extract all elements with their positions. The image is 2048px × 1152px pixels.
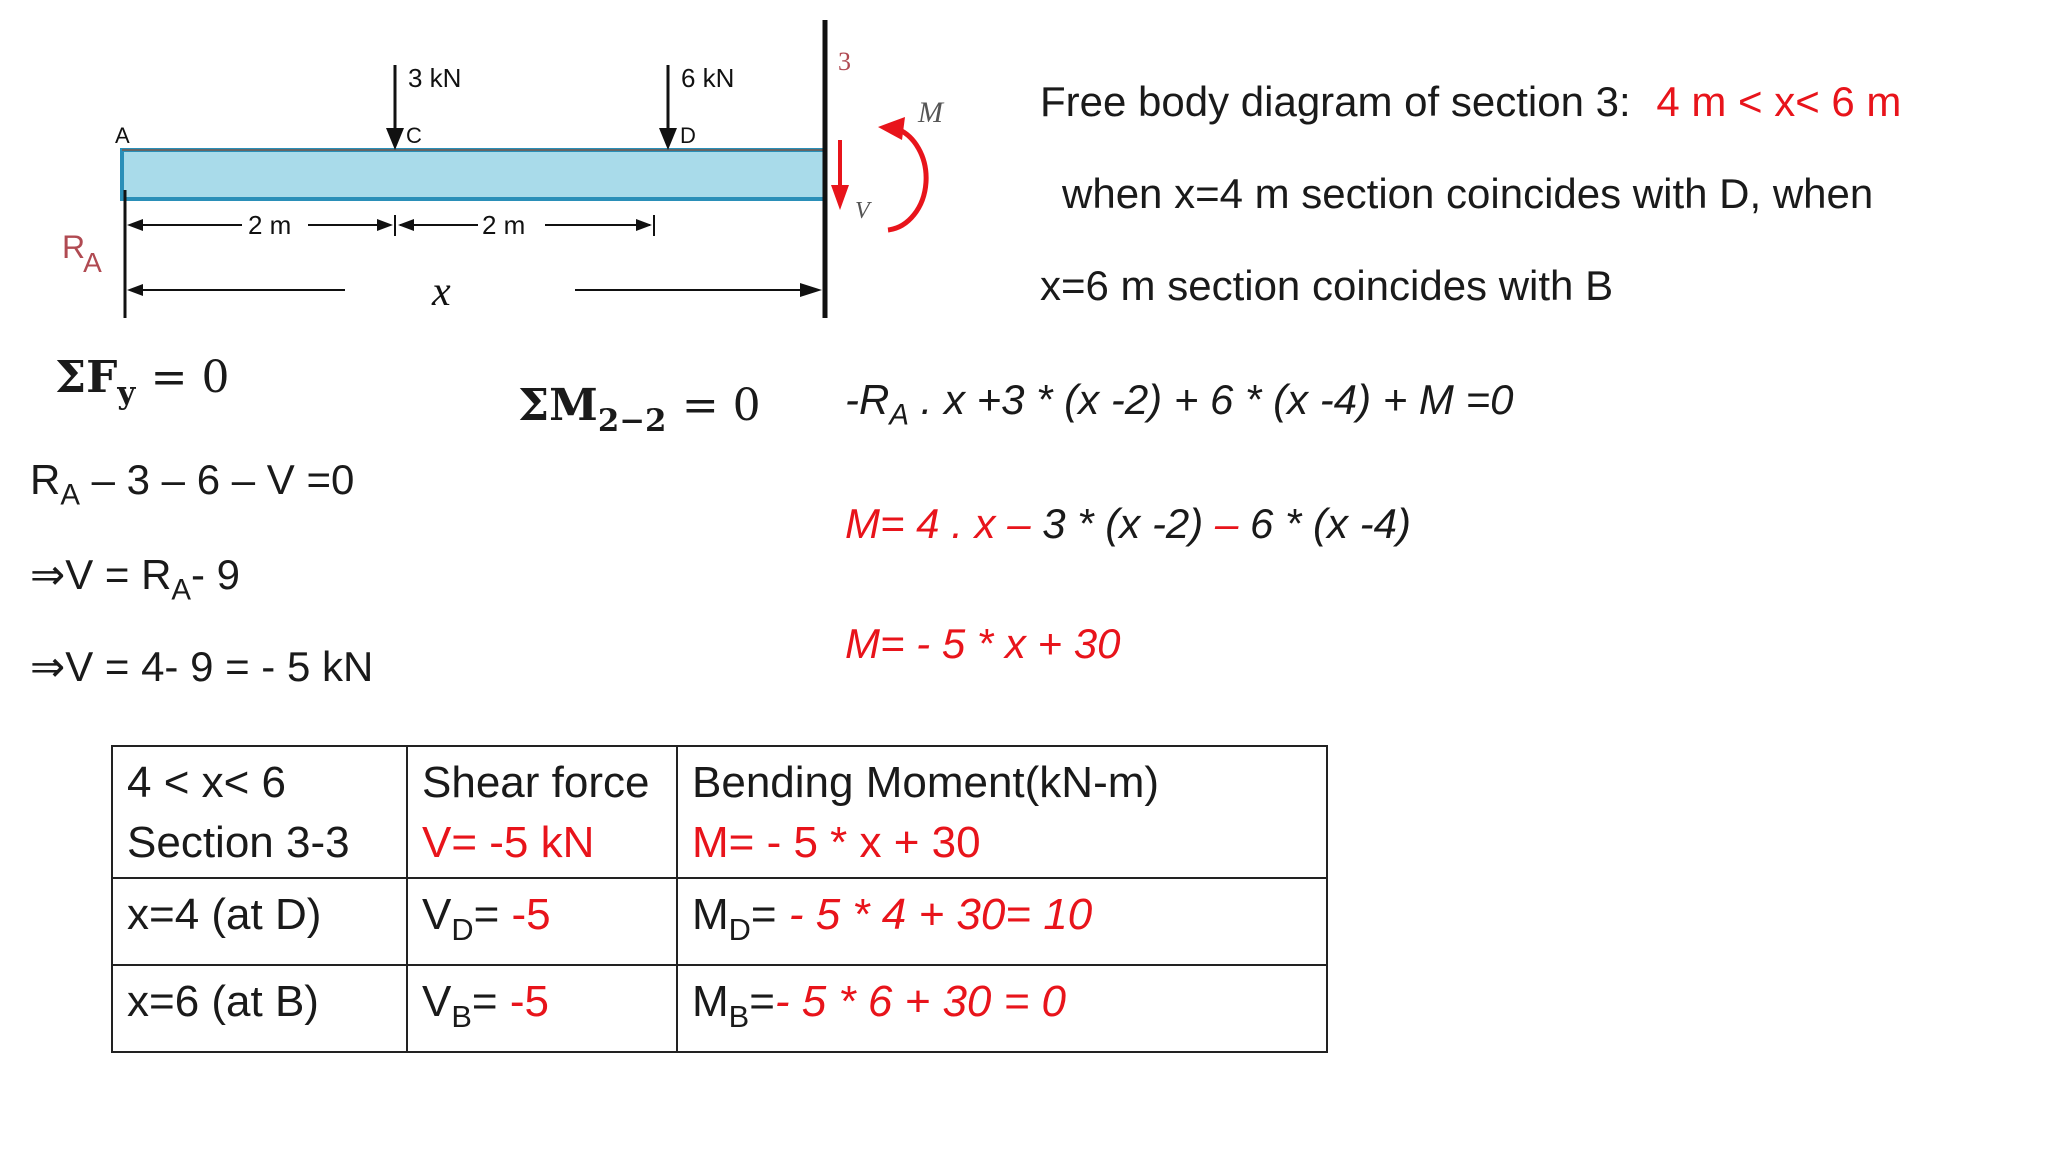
- x-dimension-label: x: [432, 269, 451, 315]
- results-table: [111, 745, 1328, 1053]
- fbd-note-line2: x=6 m section coincides with B: [1040, 262, 1614, 309]
- load-c-label: 3 kN: [408, 63, 462, 93]
- moment-equation-2: M= 4 . x – 3 * (x -2) – 6 * (x -4): [845, 500, 1412, 547]
- moment-value-cell: $M_D= - 5 * 4 + 30= 10$: [677, 878, 1327, 965]
- shear-value-cell: $V_B= -5$: [407, 965, 677, 1052]
- section-number: 3: [838, 47, 851, 76]
- moment-equation-3: M= - 5 * x + 30: [845, 620, 1121, 667]
- dim-ac-label: 2 m: [248, 210, 292, 240]
- beam: [122, 150, 825, 199]
- moment-label: M: [918, 96, 943, 129]
- point-c-label: C: [406, 123, 422, 148]
- range-cell: 4 < x< 6 Section 3-3: [112, 746, 407, 878]
- position-cell: x=6 (at B): [112, 965, 407, 1052]
- moment-arc: [888, 128, 926, 230]
- shear-equation-3: ⇒V = 4- 9 = - 5 kN: [30, 643, 374, 690]
- fbd-range: 4 m < x< 6 m: [1656, 78, 1902, 125]
- moment-header-cell: Bending Moment(kN-m) M= - 5 * x + 30: [677, 746, 1327, 878]
- fbd-note-line1: when x=4 m section coincides with D, when: [1062, 170, 1874, 217]
- fbd-title: [1040, 78, 1901, 126]
- reaction-label: RA: [62, 229, 102, 278]
- sum-m-equation: $\Sigma M_{2-2} = 0$: [518, 380, 761, 439]
- point-a-label: A: [115, 123, 130, 148]
- sum-fy-equation: $\Sigma F_y = 0$: [55, 352, 230, 411]
- dim-cd-label: 2 m: [482, 210, 526, 240]
- free-body-diagram: [0, 0, 1040, 330]
- position-cell: x=4 (at D): [112, 878, 407, 965]
- shear-value-cell: $V_D= -5$: [407, 878, 677, 965]
- moment-value-cell: $M_B=-$ 5 * 6 + 30 = 0: [677, 965, 1327, 1052]
- table-row: [112, 878, 1327, 965]
- load-d-label: 6 kN: [681, 63, 735, 93]
- moment-equation-1: $-R_A$ . x +3 * (x -2) + 6 * (x -4) + M =0: [845, 376, 1514, 432]
- fbd-title-prefix: Free body diagram of section 3:: [1040, 78, 1631, 125]
- point-d-label: D: [680, 123, 696, 148]
- table-row: [112, 965, 1327, 1052]
- shear-label: V: [855, 198, 870, 224]
- table-row: [112, 746, 1327, 878]
- shear-equation-1: $R_A - 3 - 6 - V =0$: [30, 456, 355, 512]
- shear-header-cell: Shear force V= -5 kN: [407, 746, 677, 878]
- shear-equation-2: ⇒V = $R_A-$ 9: [30, 551, 241, 607]
